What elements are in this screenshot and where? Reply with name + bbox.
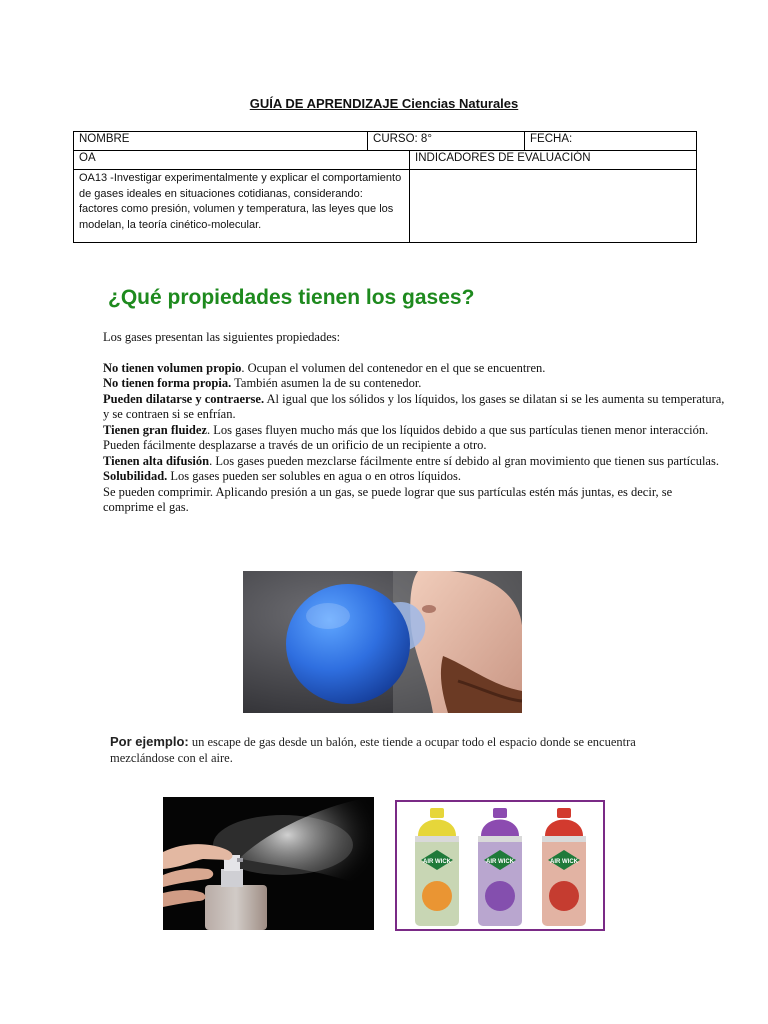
oa-header: OA xyxy=(74,151,410,170)
oa-text-cell: OA13 -Investigar experimentalmente y explicar el comportamiento de gases ideales en situaciones cotidianas, considerando: factores como presión, volumen y temperatura, las leyes que los modelan, la teoría cinético-molecular. xyxy=(74,170,410,243)
example-text xyxy=(110,734,665,766)
property-title: Tienen alta difusión xyxy=(103,453,210,468)
balloon-photo xyxy=(243,571,522,713)
property-description: . Los gases pueden mezclarse fácilmente entre sí debido al gran movimiento que tienen sus partículas. xyxy=(209,453,719,468)
property-title: Solubilidad. xyxy=(103,469,168,483)
property-description: También asumen la de su contenedor. xyxy=(231,376,422,390)
property-item xyxy=(103,376,725,392)
airwick-photo xyxy=(395,800,605,931)
guide-title: GUÍA DE APRENDIZAJE Ciencias Naturales xyxy=(249,96,519,111)
indicadores-cell xyxy=(410,170,697,243)
property-description: . Los gases fluyen mucho más que los líquidos debido a que sus partículas tienen menor interacción. Pueden fácilmente desplazarse a través de un orificio de un recipiente a otro. xyxy=(103,422,709,452)
compress-note: Se pueden comprimir. Aplicando presión a un gas, se puede lograr que sus partículas estén más juntas, es decir, se comprime el gas. xyxy=(103,484,673,514)
fecha-cell: FECHA: xyxy=(525,132,697,151)
property-title: Tienen gran fluidez xyxy=(103,422,207,437)
property-item xyxy=(103,392,725,423)
info-table xyxy=(73,131,697,243)
property-description: . Ocupan el volumen del contenedor en el que se encuentren. xyxy=(241,360,546,375)
property-description: Al igual que los sólidos y los líquidos, los gases se dilatan si se les aumenta su temperatura, y se contraen si se enfrían. xyxy=(103,391,725,421)
property-title: No tienen volumen propio xyxy=(103,360,242,375)
property-item xyxy=(103,454,725,470)
spray-photo xyxy=(163,797,374,930)
property-description: Los gases pueden ser solubles en agua o en otros líquidos. xyxy=(167,469,461,483)
property-item xyxy=(103,361,725,377)
properties-text xyxy=(103,330,725,516)
property-item xyxy=(103,423,725,454)
nombre-cell: NOMBRE xyxy=(74,132,368,151)
section-heading: ¿Qué propiedades tienen los gases? xyxy=(108,286,475,309)
brand-label: AIR WICK xyxy=(423,859,451,865)
brand-label: AIR WICK xyxy=(550,859,578,865)
property-title: Pueden dilatarse y contraerse. xyxy=(103,391,265,406)
property-item xyxy=(103,469,725,485)
curso-cell: CURSO: 8° xyxy=(368,132,525,151)
property-title: No tienen forma propia. xyxy=(103,376,232,390)
indicadores-header: INDICADORES DE EVALUACIÓN xyxy=(410,151,697,170)
example-lead: Por ejemplo: xyxy=(110,734,189,749)
brand-label: AIR WICK xyxy=(486,859,514,865)
example-description: un escape de gas desde un balón, este tiende a ocupar todo el espacio donde se encuentra mezclándose con el aire. xyxy=(110,735,636,765)
intro-text: Los gases presentan las siguientes propiedades: xyxy=(103,330,341,344)
